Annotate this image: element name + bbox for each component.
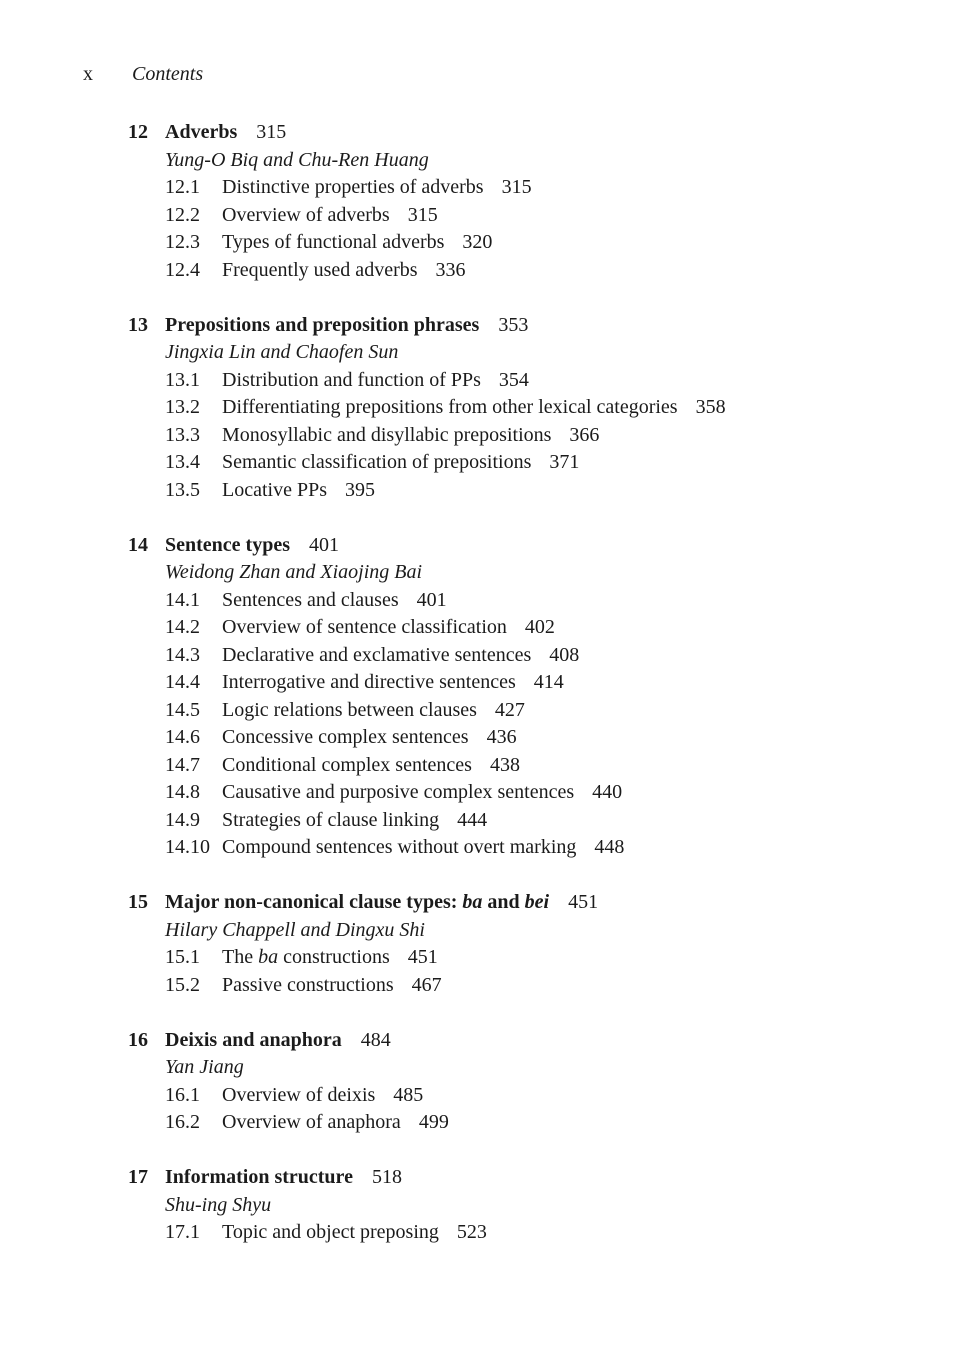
section-page-number: 440 bbox=[592, 781, 623, 803]
toc-section-entry bbox=[165, 174, 726, 202]
section-page-number: 523 bbox=[456, 1221, 487, 1243]
title-segment: and bbox=[482, 891, 525, 913]
toc-section-entry bbox=[165, 367, 726, 395]
section-page-number: 448 bbox=[594, 836, 625, 858]
chapter-authors: Hilary Chappell and Dingxu Shi bbox=[165, 918, 425, 941]
section-title: Interrogative and directive sentences bbox=[222, 671, 516, 693]
section-number: 12.2 bbox=[165, 203, 200, 226]
section-title: Overview of anaphora bbox=[222, 1111, 401, 1133]
section-page-number: 358 bbox=[695, 396, 726, 418]
running-header-title: Contents bbox=[132, 63, 204, 85]
section-page-number: 354 bbox=[498, 368, 529, 391]
toc-section-entry bbox=[165, 752, 726, 780]
section-title: Declarative and exclamative sentences bbox=[222, 643, 532, 666]
chapter-title: Sentence types bbox=[165, 533, 290, 556]
section-title: Conditional complex sentences bbox=[222, 753, 472, 776]
section-number: 12.4 bbox=[165, 258, 200, 281]
chapter-authors: Shu-ing Shyu bbox=[165, 1193, 272, 1216]
title-italic-segment: ba bbox=[462, 891, 483, 913]
folio-page-number: x bbox=[83, 63, 93, 85]
section-number: 14.5 bbox=[165, 698, 200, 721]
section-number: 15.2 bbox=[165, 973, 200, 996]
chapter-heading bbox=[128, 119, 726, 147]
section-number: 14.4 bbox=[165, 671, 200, 693]
section-number: 13.4 bbox=[165, 451, 200, 473]
chapter-authors: Yan Jiang bbox=[165, 1056, 244, 1078]
section-page-number: 414 bbox=[533, 671, 564, 693]
chapter-heading bbox=[128, 889, 726, 917]
section-number: 12.1 bbox=[165, 176, 200, 198]
toc-section-entry bbox=[165, 394, 726, 422]
title-italic-segment: ba bbox=[258, 946, 279, 968]
chapter-authors: Jingxia Lin and Chaofen Sun bbox=[165, 341, 399, 363]
section-title bbox=[222, 944, 390, 972]
section-page-number: 427 bbox=[494, 698, 525, 721]
section-number: 14.7 bbox=[165, 753, 200, 776]
chapter-heading bbox=[128, 1027, 726, 1055]
chapter-page-number: 401 bbox=[308, 533, 339, 556]
toc-section-entry bbox=[165, 834, 726, 862]
toc-section-entry bbox=[165, 477, 726, 505]
toc-section-entry bbox=[165, 587, 726, 615]
section-title: Overview of adverbs bbox=[222, 203, 390, 226]
section-number: 16.1 bbox=[165, 1083, 200, 1106]
section-page-number: 485 bbox=[393, 1083, 424, 1106]
section-title: Compound sentences without overt marking bbox=[222, 836, 577, 858]
toc-chapter bbox=[128, 119, 726, 284]
chapter-page-number: 353 bbox=[498, 313, 529, 336]
section-page-number: 395 bbox=[345, 478, 375, 501]
section-number: 13.2 bbox=[165, 396, 200, 418]
section-title: Frequently used adverbs bbox=[222, 258, 418, 281]
section-number: 14.1 bbox=[165, 588, 200, 611]
section-page-number: 436 bbox=[486, 726, 517, 748]
section-title: Topic and object preposing bbox=[222, 1221, 439, 1243]
title-segment: constructions bbox=[278, 946, 390, 968]
chapter-number: 12 bbox=[128, 121, 148, 143]
section-title: Concessive complex sentences bbox=[222, 726, 469, 748]
section-number: 14.6 bbox=[165, 726, 200, 748]
chapter-authors: Yung-O Biq and Chu-Ren Huang bbox=[165, 148, 429, 171]
chapter-page-number: 315 bbox=[256, 121, 287, 143]
toc-chapter bbox=[128, 889, 726, 999]
section-title: Sentences and clauses bbox=[222, 588, 399, 611]
toc-section-entry bbox=[165, 449, 726, 477]
section-title: Distinctive properties of adverbs bbox=[222, 176, 484, 198]
chapter-number: 16 bbox=[128, 1028, 148, 1051]
section-title: Semantic classification of prepositions bbox=[222, 451, 532, 473]
chapter-title: Adverbs bbox=[165, 121, 238, 143]
toc-chapter bbox=[128, 1164, 726, 1247]
section-page-number: 438 bbox=[489, 753, 520, 776]
toc-section-entry bbox=[165, 257, 726, 285]
section-number: 15.1 bbox=[165, 946, 200, 968]
chapter-number: 14 bbox=[128, 533, 148, 556]
section-page-number: 499 bbox=[418, 1111, 449, 1133]
toc-section-entry bbox=[165, 944, 726, 972]
toc-section-entry bbox=[165, 229, 726, 257]
section-title: Strategies of clause linking bbox=[222, 808, 440, 831]
chapter-page-number: 451 bbox=[568, 891, 599, 913]
section-number: 17.1 bbox=[165, 1221, 200, 1243]
section-page-number: 402 bbox=[524, 616, 555, 638]
title-segment: Major non-canonical clause types: bbox=[165, 891, 463, 913]
chapter-title bbox=[165, 889, 549, 917]
section-page-number: 320 bbox=[462, 231, 493, 253]
section-number: 14.2 bbox=[165, 616, 200, 638]
section-title: Monosyllabic and disyllabic prepositions bbox=[222, 423, 552, 446]
section-number: 14.9 bbox=[165, 808, 200, 831]
section-page-number: 371 bbox=[549, 451, 580, 473]
title-italic-segment: bei bbox=[524, 891, 550, 913]
section-title: Overview of deixis bbox=[222, 1083, 376, 1106]
section-page-number: 444 bbox=[457, 808, 488, 831]
section-title: Causative and purposive complex sentences bbox=[222, 781, 575, 803]
section-title: Types of functional adverbs bbox=[222, 231, 445, 253]
chapter-number: 15 bbox=[128, 891, 148, 913]
section-number: 13.3 bbox=[165, 423, 200, 446]
section-number: 14.10 bbox=[165, 836, 210, 858]
toc-section-entry bbox=[165, 614, 726, 642]
section-title: Distribution and function of PPs bbox=[222, 368, 481, 391]
toc-section-entry bbox=[165, 697, 726, 725]
toc-section-entry bbox=[165, 724, 726, 752]
chapter-heading bbox=[128, 312, 726, 340]
chapter-number: 17 bbox=[128, 1166, 148, 1188]
toc bbox=[128, 119, 726, 1274]
section-title: Logic relations between clauses bbox=[222, 698, 477, 721]
toc-chapter bbox=[128, 312, 726, 505]
chapter-page-number: 518 bbox=[371, 1166, 402, 1188]
section-number: 14.3 bbox=[165, 643, 200, 666]
section-page-number: 408 bbox=[549, 643, 580, 666]
chapter-title: Prepositions and preposition phrases bbox=[165, 313, 480, 336]
chapter-number: 13 bbox=[128, 313, 148, 336]
section-page-number: 315 bbox=[501, 176, 532, 198]
section-title: Locative PPs bbox=[222, 478, 327, 501]
section-number: 13.1 bbox=[165, 368, 200, 391]
section-title: Overview of sentence classification bbox=[222, 616, 507, 638]
chapter-title: Deixis and anaphora bbox=[165, 1028, 342, 1051]
section-page-number: 366 bbox=[569, 423, 600, 446]
section-page-number: 451 bbox=[407, 946, 438, 968]
title-segment: The bbox=[222, 946, 259, 968]
toc-section-entry bbox=[165, 807, 726, 835]
toc-section-entry bbox=[165, 972, 726, 1000]
chapter-page-number: 484 bbox=[360, 1028, 391, 1051]
toc-section-entry bbox=[165, 422, 726, 450]
toc-chapter bbox=[128, 1027, 726, 1137]
toc-section-entry bbox=[165, 779, 726, 807]
section-page-number: 401 bbox=[416, 588, 447, 611]
section-number: 13.5 bbox=[165, 478, 200, 501]
toc-section-entry bbox=[165, 1219, 726, 1247]
toc-section-entry bbox=[165, 1109, 726, 1137]
toc-section-entry bbox=[165, 1082, 726, 1110]
section-number: 12.3 bbox=[165, 231, 200, 253]
section-page-number: 467 bbox=[411, 973, 442, 996]
running-header bbox=[83, 61, 203, 89]
toc-section-entry bbox=[165, 669, 726, 697]
chapter-heading bbox=[128, 1164, 726, 1192]
chapter-heading bbox=[128, 532, 726, 560]
section-title: Differentiating prepositions from other lexical categories bbox=[222, 396, 678, 418]
toc-chapter bbox=[128, 532, 726, 862]
toc-section-entry bbox=[165, 642, 726, 670]
section-page-number: 336 bbox=[435, 258, 466, 281]
section-page-number: 315 bbox=[407, 203, 438, 226]
section-title: Passive constructions bbox=[222, 973, 394, 996]
chapter-title: Information structure bbox=[165, 1166, 353, 1188]
toc-section-entry bbox=[165, 202, 726, 230]
section-number: 14.8 bbox=[165, 781, 200, 803]
section-number: 16.2 bbox=[165, 1111, 200, 1133]
chapter-authors: Weidong Zhan and Xiaojing Bai bbox=[165, 561, 423, 583]
